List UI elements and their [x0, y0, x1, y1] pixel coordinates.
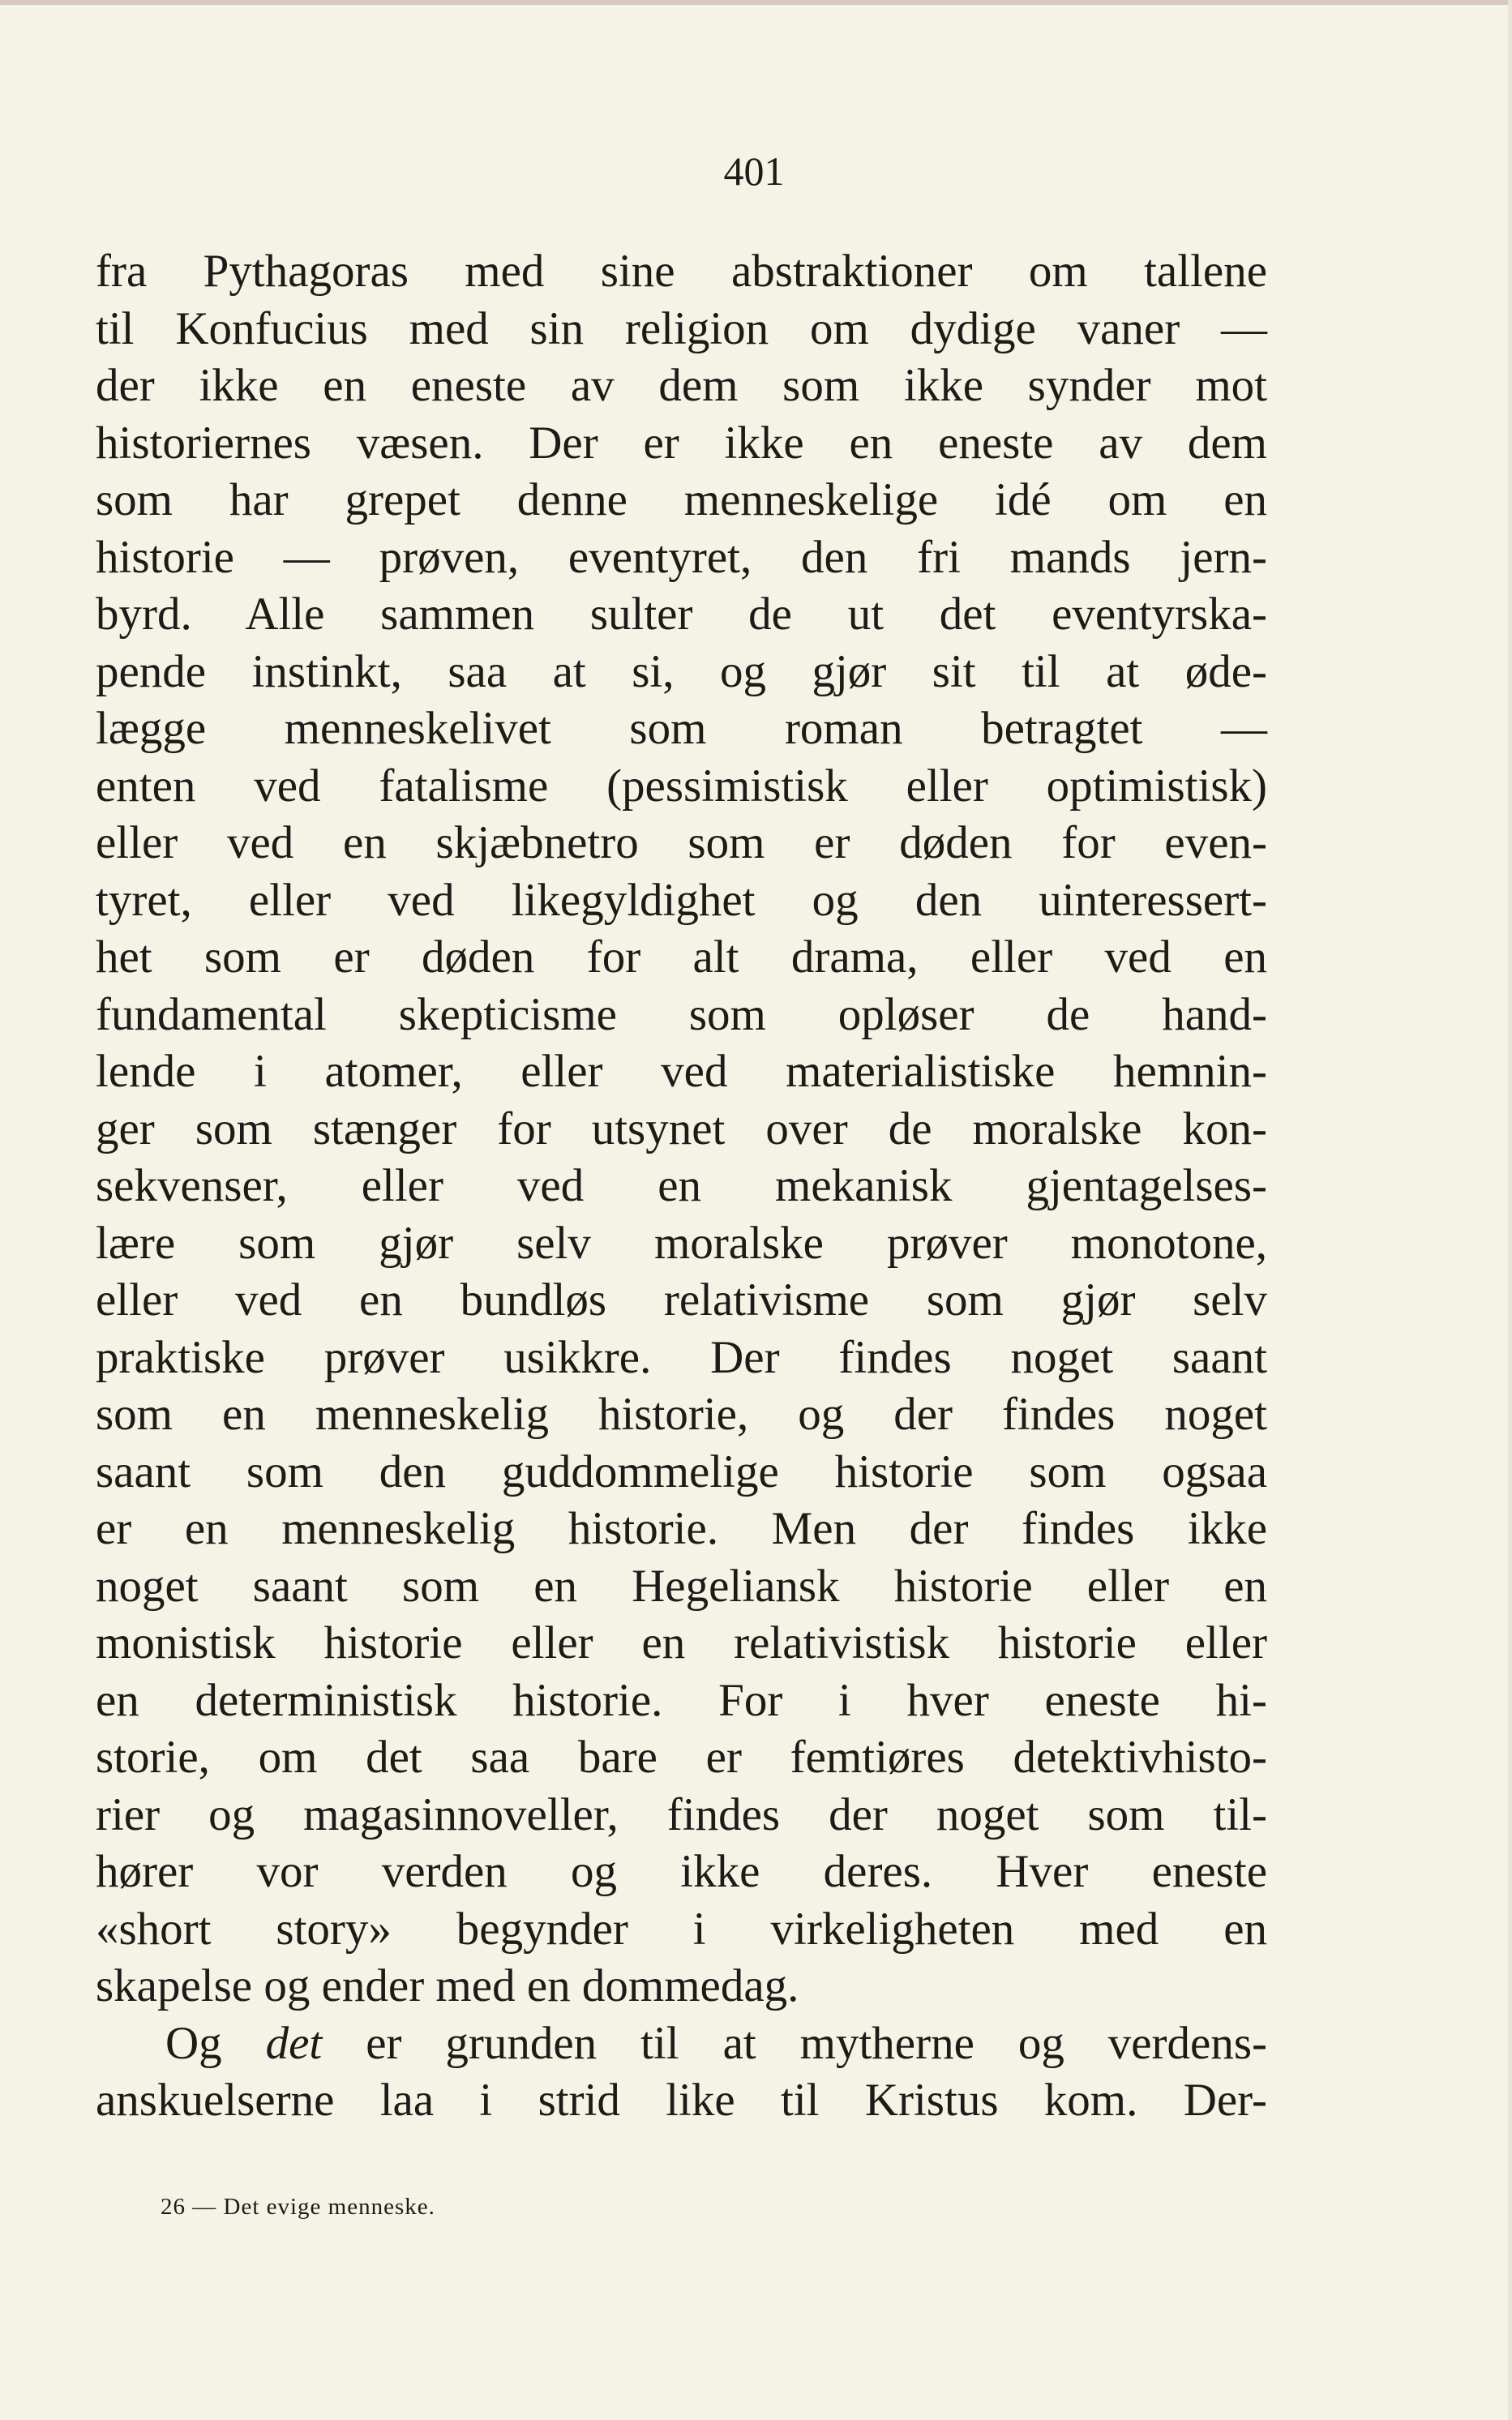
text-line: sekvenser, eller ved en mekanisk gjentagelses- — [96, 1160, 1267, 1211]
text-line: fundamental skepticisme som opløser de hand- — [96, 988, 1267, 1040]
text-segment: er grunden til at mytherne og verdens- — [366, 2017, 1268, 2069]
text-line: pende instinkt, saa at si, og gjør sit til at øde- — [96, 645, 1267, 697]
text-line: historie — prøven, eventyret, den fri mands jern- — [96, 531, 1267, 583]
text-line: rier og magasinnoveller, findes der noget som til- — [96, 1788, 1267, 1840]
text-line: noget saant som en Hegeliansk historie eller en — [96, 1560, 1267, 1612]
text-line: byrd. Alle sammen sulter de ut det eventyrska- — [96, 589, 1267, 640]
text-line: praktiske prøver usikkre. Der findes noget saant — [96, 1331, 1267, 1383]
page-number: 401 — [723, 148, 785, 194]
text-line: historiernes væsen. Der er ikke en eneste av dem — [96, 417, 1267, 469]
page-footer: 26 — Det evige menneske. — [161, 2194, 435, 2220]
text-line: fra Pythagoras med sine abstraktioner om tallene — [96, 246, 1267, 297]
text-line: er en menneskelig historie. Men der findes ikke — [96, 1503, 1267, 1554]
text-line: lægge menneskelivet som roman betragtet — — [96, 703, 1267, 754]
text-line: eller ved en bundløs relativisme som gjør selv — [96, 1274, 1267, 1326]
text-line: der ikke en eneste av dem som ikke synder mot — [96, 360, 1267, 411]
text-line: til Konfucius med sin religion om dydige vaner — — [96, 302, 1267, 354]
text-line: som en menneskelig historie, og der findes noget — [96, 1389, 1267, 1440]
text-line: het som er døden for alt drama, eller ved en — [96, 932, 1267, 983]
text-line: saant som den guddommelige historie som ogsaa — [96, 1446, 1267, 1497]
text-line: hører vor verden og ikke deres. Hver eneste — [96, 1846, 1267, 1897]
text-line: tyret, eller ved likegyldighet og den uinteressert- — [96, 874, 1267, 926]
text-segment: Og — [165, 2017, 222, 2069]
text-line: skapelse og ender med en dommedag. — [96, 1960, 799, 2011]
text-line: anskuelserne laa i strid like til Kristus kom. Der- — [96, 2075, 1267, 2126]
text-line: storie, om det saa bare er femtiøres detektivhisto- — [96, 1732, 1267, 1783]
text-line: som har grepet denne menneskelige idé om en — [96, 474, 1267, 525]
text-line: enten ved fatalisme (pessimistisk eller optimistisk) — [96, 760, 1267, 812]
text-line: «short story» begynder i virkeligheten med en — [96, 1903, 1267, 1955]
text-line: lende i atomer, eller ved materialistiske hemnin- — [96, 1046, 1267, 1097]
paragraph-opening-line — [96, 2015, 1267, 2073]
body-text — [96, 243, 1267, 2130]
text-line: ger som stænger for utsynet over de moralske kon- — [96, 1103, 1267, 1154]
text-line: lære som gjør selv moralske prøver monotone, — [96, 1217, 1267, 1269]
text-line: eller ved en skjæbnetro som er døden for even- — [96, 817, 1267, 868]
text-line: monistisk historie eller en relativistisk historie eller — [96, 1617, 1267, 1668]
italic-word: det — [265, 2017, 323, 2069]
text-line: en deterministisk historie. For i hver eneste hi- — [96, 1674, 1267, 1726]
